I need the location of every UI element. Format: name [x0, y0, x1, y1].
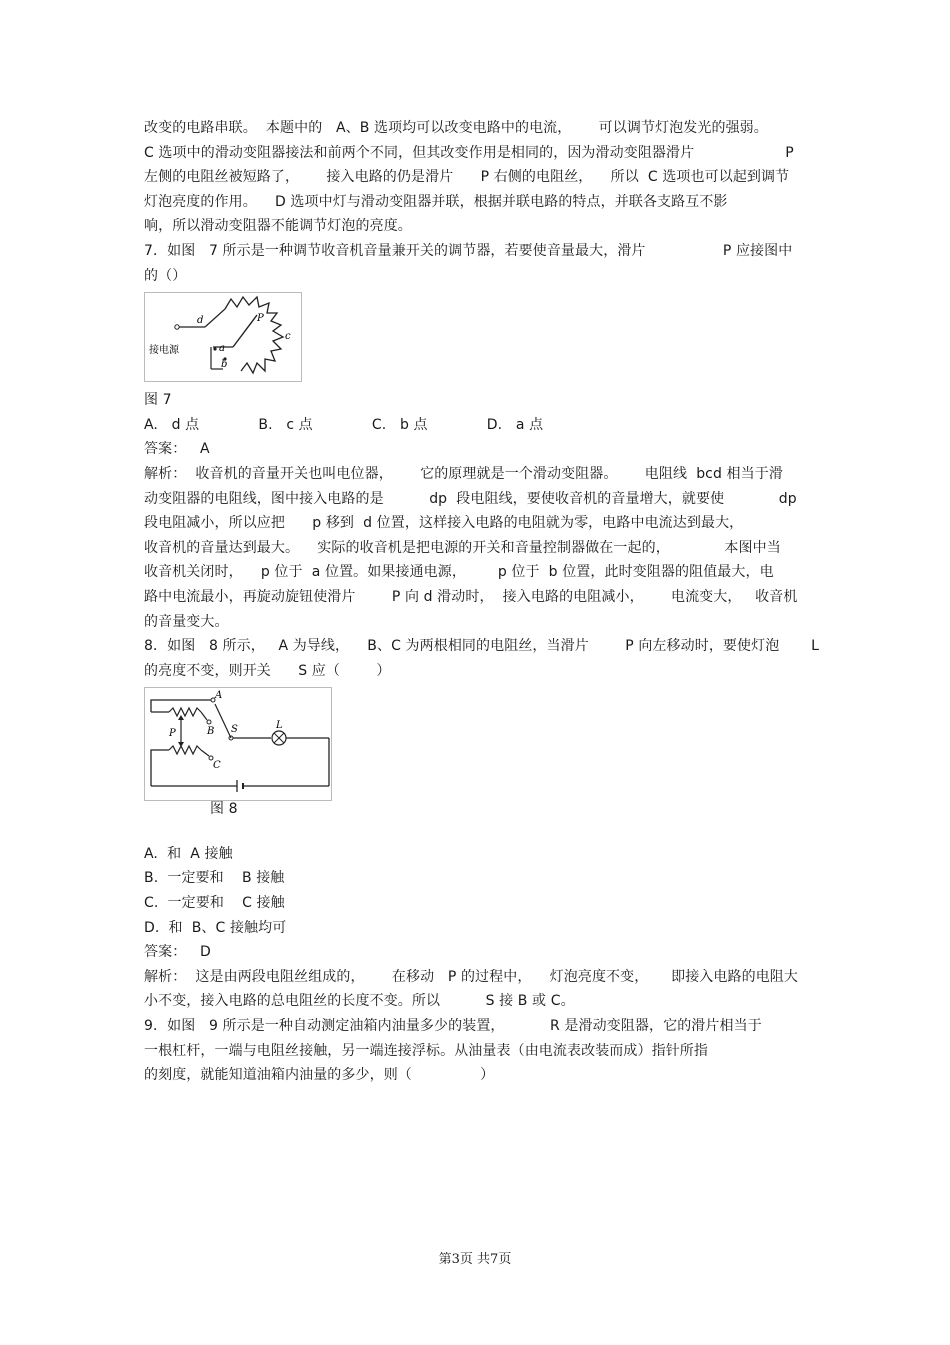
analysis-line: 段电阻减小，所以应把 p 移到 d 位置，这样接入电路的电阻就为零，电路中电流达到最大，: [144, 515, 744, 532]
answer: 答案： A: [144, 441, 210, 458]
figure-7-potentiometer-diagram: [144, 292, 302, 382]
answer: 答案： D: [144, 944, 211, 961]
label-d: d: [197, 315, 204, 327]
question-text: 7．如图 7 所示是一种调节收音机音量兼开关的调节器，若要使音量最大，滑片 P 应接图中: [144, 242, 793, 259]
question-8: [144, 634, 820, 1014]
paragraph-analysis-continued: [144, 116, 816, 239]
label-a: a: [219, 343, 225, 355]
question-7: [144, 239, 816, 634]
text-line: 灯泡亮度的作用。 D 选项中灯与滑动变阻器并联，根据并联电路的特点，并联各支路互不影: [144, 193, 728, 210]
label-s: S: [231, 724, 238, 736]
label-c: c: [285, 331, 291, 343]
figure-8-circuit-diagram: [144, 687, 332, 801]
page-content: [144, 116, 820, 1088]
question-text: 9．如图 9 所示是一种自动测定油箱内油量多少的装置， R 是滑动变阻器，它的滑片相当于: [144, 1018, 762, 1035]
answer-option-c: C. 一定要和 C 接触: [144, 895, 285, 912]
analysis-line: 解析： 这是由两段电阻丝组成的， 在移动 P 的过程中， 灯泡亮度不变， 即接入电路的电阻大: [144, 968, 798, 985]
answer-options: A. d 点 B. c 点 C. b 点 D. a 点: [144, 416, 544, 433]
analysis-line: 收音机关闭时， p 位于 a 位置。如果接通电源， p 位于 b 位置，此时变阻器的阻值最大，电: [144, 564, 774, 581]
answer-option-a: A. 和 A 接触: [144, 845, 233, 862]
figure-caption: 图 7: [144, 392, 172, 409]
question-text: 一根杠杆，一端与电阻丝接触，另一端连接浮标。从油量表（由电流表改装而成）指针所指: [144, 1042, 708, 1059]
text-line: 响，所以滑动变阻器不能调节灯泡的亮度。: [144, 218, 412, 235]
question-text: 的刻度，就能知道油箱内油量的多少，则（ ）: [144, 1067, 495, 1084]
question-text: 8．如图 8 所示， A 为导线， B、C 为两根相同的电阻丝，当滑片 P 向左移动时，要使灯泡 L: [144, 638, 820, 655]
answer-option-b: B. 一定要和 B 接触: [144, 870, 285, 887]
label-p: P: [169, 728, 176, 740]
text-line: 左侧的电阻丝被短路了， 接入电路的仍是滑片 P 右侧的电阻丝， 所以 C 选项也可以起到调节: [144, 169, 790, 186]
question-text: 的（）: [144, 267, 187, 284]
text-line: C 选项中的滑动变阻器接法和前两个不同，但其改变作用是相同的，因为滑动变阻器滑片 P: [144, 144, 794, 161]
label-b: b: [221, 359, 228, 371]
question-9: [144, 1014, 816, 1088]
label-l: L: [276, 720, 283, 732]
label-a: A: [215, 690, 223, 702]
question-text: 的亮度不变，则开关 S 应（ ）: [144, 662, 391, 679]
resistor-wire: [225, 297, 283, 373]
answer-option-d: D. 和 B、C 接触均可: [144, 919, 287, 936]
page-footer: 第3页 共7页: [438, 1252, 512, 1267]
analysis-line: 动变阻器的电阻线，图中接入电路的是 dp 段电阻线，要使收音机的音量增大，就要使 dp: [144, 490, 797, 507]
analysis-line: 小不变，接入电路的总电阻丝的长度不变。所以 S 接 B 或 C。: [144, 993, 575, 1010]
label-power: 接电源: [149, 345, 179, 357]
analysis-line: 解析： 收音机的音量开关也叫电位器， 它的原理就是一个滑动变阻器。 电阻线 bcd 相当于滑: [144, 465, 783, 482]
label-p: P: [257, 313, 264, 325]
analysis-line: 路中电流最小，再旋动旋钮使滑片 P 向 d 滑动时， 接入电路的电阻减小， 电流变大， 收音机: [144, 588, 798, 605]
text-line: 改变的电路串联。 本题中的 A、B 选项均可以改变电路中的电流， 可以调节灯泡发光的强弱。: [144, 120, 768, 136]
label-c: C: [213, 760, 221, 772]
analysis-line: 收音机的音量达到最大。 实际的收音机是把电源的开关和音量控制器做在一起的， 本图中当: [144, 539, 781, 556]
label-b: B: [207, 726, 215, 738]
figure-caption: 图 8: [210, 801, 238, 818]
analysis-line: 的音量变大。: [144, 613, 229, 630]
